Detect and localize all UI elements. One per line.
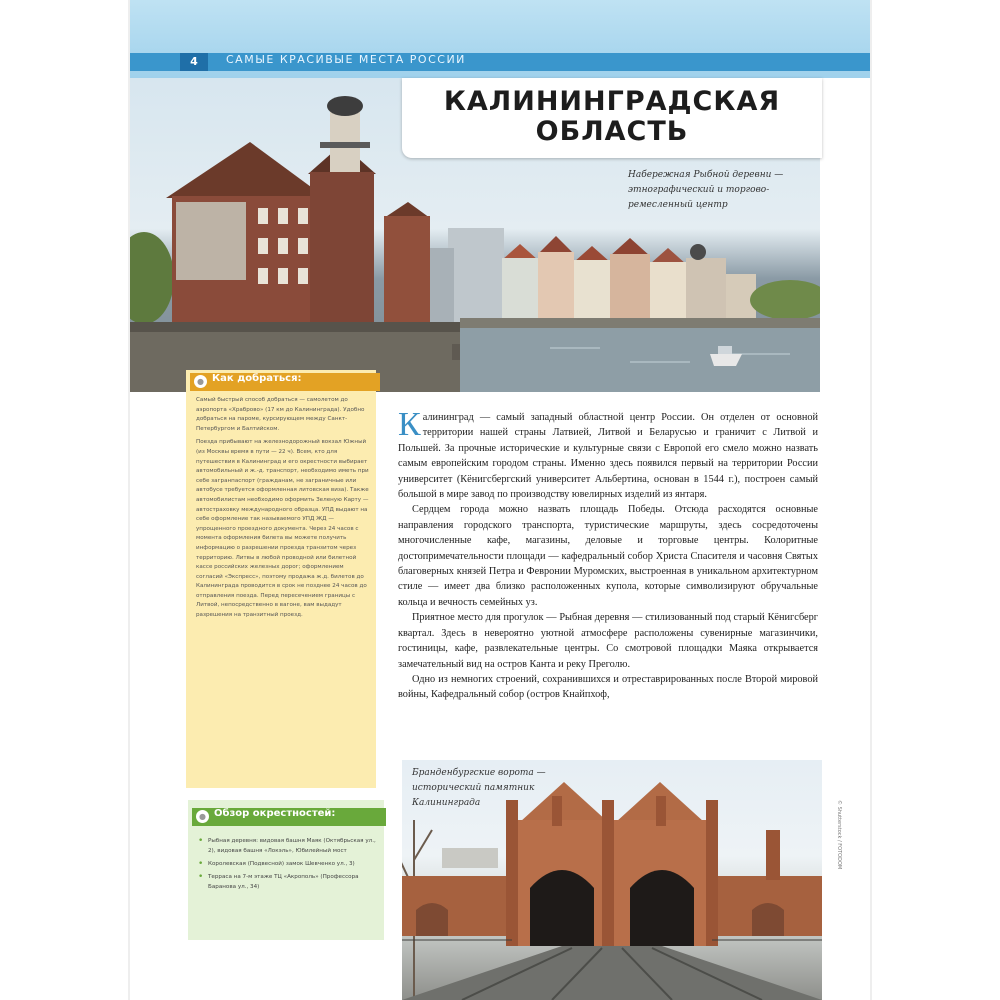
title-line-1: КАЛИНИНГРАДСКАЯ xyxy=(443,86,781,117)
dropcap: К xyxy=(398,406,421,443)
binoculars-icon: ● xyxy=(196,810,209,823)
how-to-get-box xyxy=(186,370,376,788)
sights-heading xyxy=(192,808,386,826)
compass-icon: ● xyxy=(194,375,207,388)
page-number: 4 xyxy=(180,53,208,71)
hero-photo-caption: Набережная Рыбной деревни — этнографический и торгово-ремесленный центр xyxy=(628,170,784,210)
how-to-get-heading-text: Как добраться: xyxy=(212,373,302,384)
article-body xyxy=(398,406,818,703)
how-to-get-heading xyxy=(190,373,380,391)
how-to-get-body xyxy=(196,396,370,625)
page-title xyxy=(402,78,822,158)
book-page xyxy=(130,0,870,1000)
list-item: • Королевская (Подвесной) замок Шевченко ул., 3) xyxy=(196,859,380,869)
how-to-get-paragraph: Самый быстрый способ добраться — самолетом до аэропорта «Храброво» (17 км до Калининграда). Удобно добраться на пароме, курсирующем между Санкт-Петербургом и Балтийском. xyxy=(196,397,365,432)
list-item: • Терраса на 7-м этаже ТЦ «Акрополь» (Профессора Баранова ул., 34) xyxy=(196,872,380,892)
article-paragraph xyxy=(398,406,818,502)
sights-heading-text: Обзор окрестностей: xyxy=(214,808,336,819)
list-item: • Рыбная деревня: видовая башня Маяк (Октябрьская ул., 2), видовая башня «Локэль», Юбилейный мост xyxy=(196,836,380,856)
how-to-get-paragraph: Поезда прибывают на железнодорожный вокзал Южный (из Москвы время в пути — 22 ч). Всем, кто для путешествия в Калининград и его окрестности выбирает автомобильный и ж.-д. транспорт, необходимо иметь при себе загранпаспорт (гражданам, не заграничные или автобусе требуется оформленная литовская виза). Также автомобилистам необходимо оформить Зеленую Карту — автостраховку международного образца. УПД выдают на себе оформление так называемого УПД ЖД — упрощенного проездного документа. Через 24 часов с момента оформления билета вы можете получить информацию о разрешении проезда транзитом через территорию. Литвы в любой проводной или билетной кассе российских железных дорог; оформлением согласий «Экспресс», поэтому продажа ж.д. билетов до Калининграда проводится в срок не позднее 24 часов до отправления поезда. Перед пересечением границы с Литвой, непосредственно в вагоне, вам выдадут разрешения на транзитный проезд. xyxy=(196,439,369,619)
running-head: САМЫЕ КРАСИВЫЕ МЕСТА РОССИИ xyxy=(226,53,466,66)
article-paragraph-text: алининград — самый западный областной центр России. Он отделен от основной территории нашей страны Латвией, Литвой и Беларусью и граничит с Литвой и Польшей. За прочные исторические и культурные связи с Европой его смело можно назвать самым европейским городом страны. Именно здесь появился первый на территории России университет (Кёнигсбергский университет Альбертина, основан в 1544 г.), построен самый большой в мире завод по производству ювелирных изделий из янтаря. xyxy=(398,412,818,501)
title-line-2: ОБЛАСТЬ xyxy=(535,116,689,147)
article-paragraph: Одно из немногих строений, сохранившихся и отреставрированных после Второй мировой войны, Кафедральный собор (остров Кнайпхоф, xyxy=(398,673,818,701)
article-paragraph: Сердцем города можно назвать площадь Победы. Отсюда расходятся основные направления городского транспорта, туристические маршруты, здесь сосредоточены многочисленные кафе, магазины, деловые и торговые центры. Колоритные достопримечательности площади — кафедральный собор Христа Спасителя и часовня Святых благоверных князей Петра и Февронии Муромских, выстроенная в уникальном архитектурном стиле — имеет два близко расположенных купола, которые символизируют обручальные кольца и вечность семейных уз. xyxy=(398,504,818,608)
sights-list xyxy=(196,836,380,895)
sights-box xyxy=(188,800,384,940)
gate-photo-caption: Бранденбургские ворота — исторический памятник Калининграда xyxy=(412,768,546,808)
photo-credit: © Shutterstock / FOTODOM xyxy=(836,800,842,870)
article-paragraph: Приятное место для прогулок — Рыбная деревня — стилизованный под старый Кёнигсберг квартал. Здесь в невероятно уютной атмосфере расположены сувенирные магазинчики, гостиницы, кафе, развлекательные центры. Со смотровой площадки Маяка открывается замечательный вид на остров Канта и реку Преголю. xyxy=(398,612,818,670)
